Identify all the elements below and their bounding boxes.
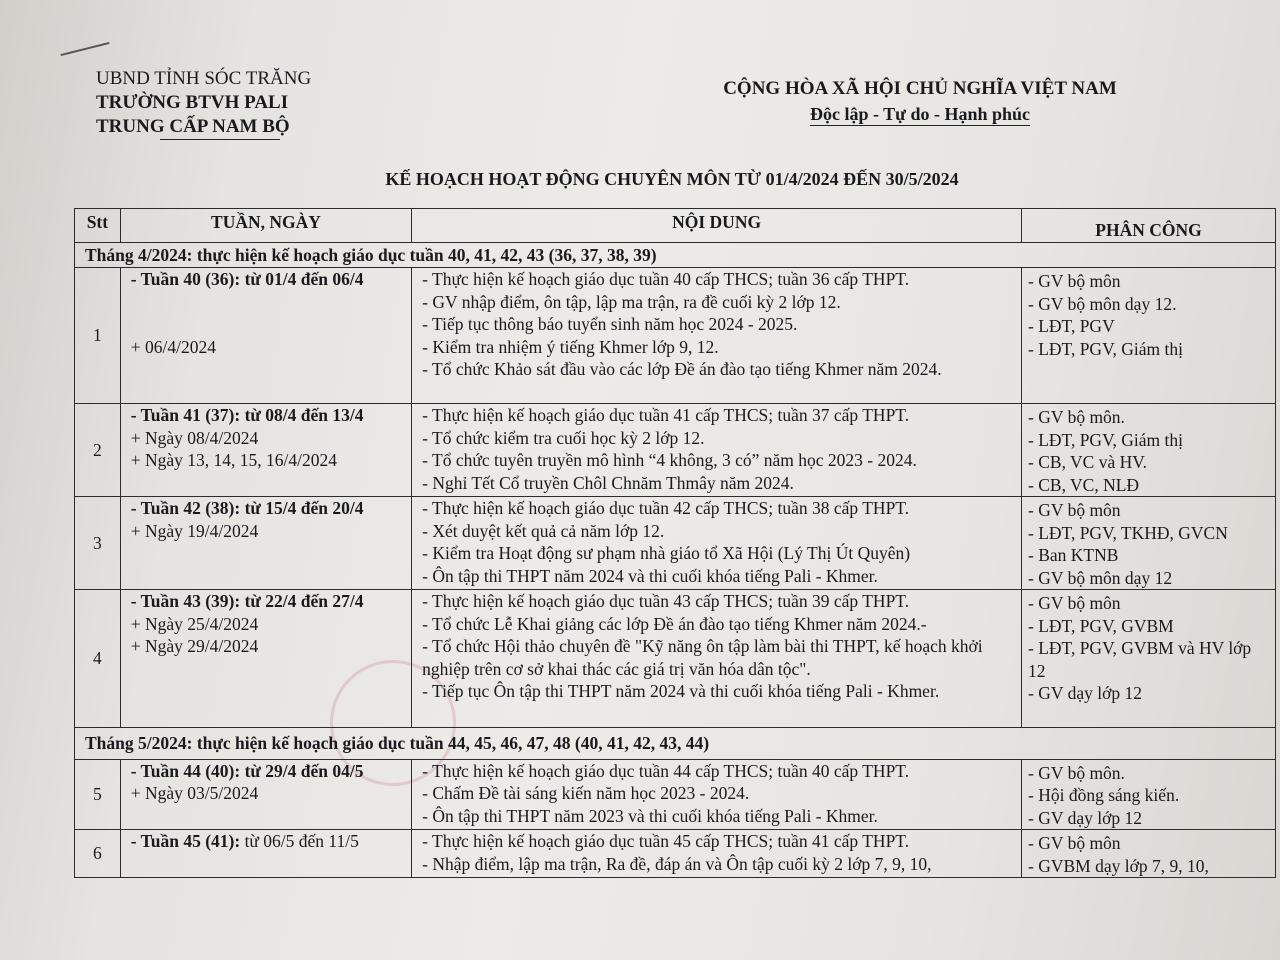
date-item: + Ngày 08/4/2024 <box>130 427 259 448</box>
content-cell <box>412 497 1022 590</box>
content-item: - Nghỉ Tết Cổ truyền Chôl Chnăm Thmây năm 2024. <box>422 472 794 493</box>
content-item: - Thực hiện kế hoạch giáo dục tuần 45 cấp THCS; tuần 41 cấp THPT. <box>422 831 910 851</box>
assign-item: - CB, VC, NLĐ <box>1028 474 1140 495</box>
date-item: + Ngày 25/4/2024 <box>130 613 259 634</box>
content-item: - Chấm Đề tài sáng kiến năm học 2023 - 2024. <box>422 783 750 803</box>
assign-item: - GV bộ môn dạy 12 <box>1028 567 1173 588</box>
assign-cell <box>1022 268 1276 404</box>
content-item: - Tiếp tục thông báo tuyển sinh năm học 2024 - 2025. <box>422 314 798 334</box>
row-stt: 4 <box>75 590 121 728</box>
date-item: + Ngày 19/4/2024 <box>130 520 259 541</box>
content-cell <box>412 759 1022 830</box>
assign-item: - LĐT, PGV, Giám thị <box>1028 338 1183 359</box>
date-item: + Ngày 13, 14, 15, 16/4/2024 <box>130 450 338 470</box>
assign-item: - GV bộ môn <box>1028 833 1121 853</box>
organization-header <box>96 67 311 139</box>
content-item: - Kiểm tra nhiệm ý tiếng Khmer lớp 9, 12. <box>422 336 719 357</box>
assign-cell <box>1022 830 1276 878</box>
assign-item: - GV dạy lớp 12 <box>1028 807 1142 828</box>
content-item: - Tổ chức tuyên truyền mô hình “4 không, 3 có” năm học 2023 - 2024. <box>422 450 917 470</box>
week-cell <box>120 830 411 878</box>
content-item: - Tổ chức Hội thảo chuyên đề "Kỹ năng ôn tập làm bài thi THPT, kế hoạch khởi nghiệp trên cơ sở khai thác các giá trị văn hóa dân tộc". <box>422 636 983 679</box>
content-item: - Nhập điểm, lập ma trận, Ra đề, đáp án và Ôn tập cuối kỳ 2 lớp 7, 9, 10, <box>422 853 932 874</box>
content-cell <box>412 590 1022 728</box>
assign-item: - GV bộ môn. <box>1028 407 1125 427</box>
row-stt: 2 <box>75 404 121 497</box>
row-stt: 5 <box>75 759 121 830</box>
activity-plan-table <box>74 208 1276 878</box>
row-stt: 6 <box>75 830 121 878</box>
row-stt: 3 <box>75 497 121 590</box>
week-range: từ 01/4 đến 06/4 <box>240 269 364 289</box>
content-item: - Tổ chức kiểm tra cuối học kỳ 2 lớp 12. <box>422 427 705 448</box>
header-content: NỘI DUNG <box>412 209 1022 243</box>
week-cell <box>120 268 411 404</box>
month-row <box>75 242 1276 268</box>
week-range: từ 06/5 đến 11/5 <box>240 831 359 851</box>
content-item: - Tổ chức Lễ Khai giảng các lớp Đề án đào tạo tiếng Khmer năm 2024.- <box>422 613 927 634</box>
week-range: từ 15/4 đến 20/4 <box>240 498 364 518</box>
content-item: - Tiếp tục Ôn tập thi THPT năm 2024 và thi cuối khóa tiếng Pali - Khmer. <box>422 681 940 701</box>
table-row <box>75 830 1276 878</box>
assign-item: - GV dạy lớp 12 <box>1028 683 1142 703</box>
table-header-row <box>75 209 1276 243</box>
table-row <box>75 497 1276 590</box>
assign-item: - GVBM dạy lớp 7, 9, 10, <box>1028 855 1209 876</box>
month-4-heading: Tháng 4/2024: thực hiện kế hoạch giáo dục tuần 40, 41, 42, 43 (36, 37, 38, 39) <box>75 242 1276 268</box>
week-range: từ 29/4 đến 04/5 <box>240 760 364 781</box>
week-cell <box>120 404 411 497</box>
content-cell <box>412 268 1022 404</box>
assign-item: - CB, VC và HV. <box>1028 452 1147 472</box>
table-row <box>75 590 1276 728</box>
week-label: - Tuần 45 (41): <box>130 831 241 851</box>
assign-item: - Hội đồng sáng kiến. <box>1028 785 1180 805</box>
month-5-heading: Tháng 5/2024: thực hiện kế hoạch giáo dục tuần 44, 45, 46, 47, 48 (40, 41, 42, 43, 44) <box>75 728 1276 760</box>
week-label: - Tuần 44 (40): <box>130 760 241 781</box>
org-line-school: TRƯỜNG BTVH PALI <box>96 92 289 113</box>
week-range: từ 08/4 đến 13/4 <box>240 405 364 425</box>
week-label: - Tuần 43 (39): <box>130 591 241 611</box>
content-cell <box>412 830 1022 878</box>
assign-item: - LĐT, PGV, Giám thị <box>1028 429 1183 450</box>
content-cell <box>412 404 1022 497</box>
date-item: + 06/4/2024 <box>130 336 216 357</box>
table-row <box>75 759 1276 830</box>
content-item: - Thực hiện kế hoạch giáo dục tuần 40 cấp THCS; tuần 36 cấp THPT. <box>422 269 910 289</box>
content-item: - Thực hiện kế hoạch giáo dục tuần 44 cấp THCS; tuần 40 cấp THPT. <box>422 760 910 781</box>
assign-item: - GV bộ môn <box>1028 593 1121 613</box>
content-item: - GV nhập điểm, ôn tập, lập ma trận, ra đề cuối kỳ 2 lớp 12. <box>422 291 841 312</box>
week-cell <box>120 759 411 830</box>
header-assign: PHÂN CÔNG <box>1022 209 1276 243</box>
content-item: - Ôn tập thi THPT năm 2024 và thi cuối khóa tiếng Pali - Khmer. <box>422 565 878 586</box>
week-label: - Tuần 40 (36): <box>130 269 241 289</box>
header-stt: Stt <box>75 209 121 243</box>
assign-cell <box>1022 590 1276 728</box>
date-item: + Ngày 29/4/2024 <box>130 636 259 656</box>
content-item: - Tổ chức Khảo sát đầu vào các lớp Đề án đào tạo tiếng Khmer năm 2024. <box>422 359 942 379</box>
assign-item: - GV bộ môn dạy 12. <box>1028 293 1177 314</box>
week-label: - Tuần 42 (38): <box>130 498 241 518</box>
pen-mark <box>61 42 110 56</box>
national-motto: Độc lập - Tự do - Hạnh phúc <box>809 104 1031 124</box>
assign-item: - LĐT, PGV, TKHĐ, GVCN <box>1028 522 1228 543</box>
assign-cell <box>1022 404 1276 497</box>
national-header <box>716 76 1124 128</box>
assign-item: - LĐT, PGV, GVBM <box>1028 615 1174 636</box>
week-cell <box>120 497 411 590</box>
org-underline <box>160 139 280 140</box>
header-week: TUẦN, NGÀY <box>120 209 411 243</box>
date-item: + Ngày 03/5/2024 <box>130 783 259 803</box>
table-row <box>75 404 1276 497</box>
assign-item: - Ban KTNB <box>1028 545 1119 565</box>
assign-item: - GV bộ môn. <box>1028 762 1125 783</box>
assign-item: - LĐT, PGV <box>1028 316 1115 336</box>
week-range: từ 22/4 đến 27/4 <box>240 591 364 611</box>
assign-item: - LĐT, PGV, GVBM và HV lớp 12 <box>1028 638 1252 681</box>
nation-name: CỘNG HÒA XÃ HỘI CHỦ NGHĨA VIỆT NAM <box>723 78 1117 99</box>
week-cell <box>120 590 411 728</box>
assign-item: - GV bộ môn <box>1028 500 1121 520</box>
content-item: - Kiểm tra Hoạt động sư phạm nhà giáo tổ Xã Hội (Lý Thị Út Quyên) <box>422 543 911 563</box>
assign-item: - GV bộ môn <box>1028 271 1121 291</box>
content-item: - Ôn tập thi THPT năm 2023 và thi cuối khóa tiếng Pali - Khmer. <box>422 805 878 826</box>
content-item: - Thực hiện kế hoạch giáo dục tuần 43 cấp THCS; tuần 39 cấp THPT. <box>422 591 910 611</box>
row-stt: 1 <box>75 268 121 404</box>
content-item: - Xét duyệt kết quả cả năm lớp 12. <box>422 520 665 541</box>
org-line-school-sub: TRUNG CẤP NAM BỘ <box>96 116 290 137</box>
table-row <box>75 268 1276 404</box>
week-label: - Tuần 41 (37): <box>130 405 241 425</box>
content-item: - Thực hiện kế hoạch giáo dục tuần 42 cấp THCS; tuần 38 cấp THPT. <box>422 498 910 518</box>
org-line-province: UBND TỈNH SÓC TRĂNG <box>96 68 312 89</box>
content-item: - Thực hiện kế hoạch giáo dục tuần 41 cấp THCS; tuần 37 cấp THPT. <box>422 405 910 425</box>
document-title: KẾ HOẠCH HOẠT ĐỘNG CHUYÊN MÔN TỪ 01/4/2024 ĐẾN 30/5/2024 <box>385 169 959 189</box>
assign-cell <box>1022 759 1276 830</box>
month-row <box>75 728 1276 760</box>
assign-cell <box>1022 497 1276 590</box>
